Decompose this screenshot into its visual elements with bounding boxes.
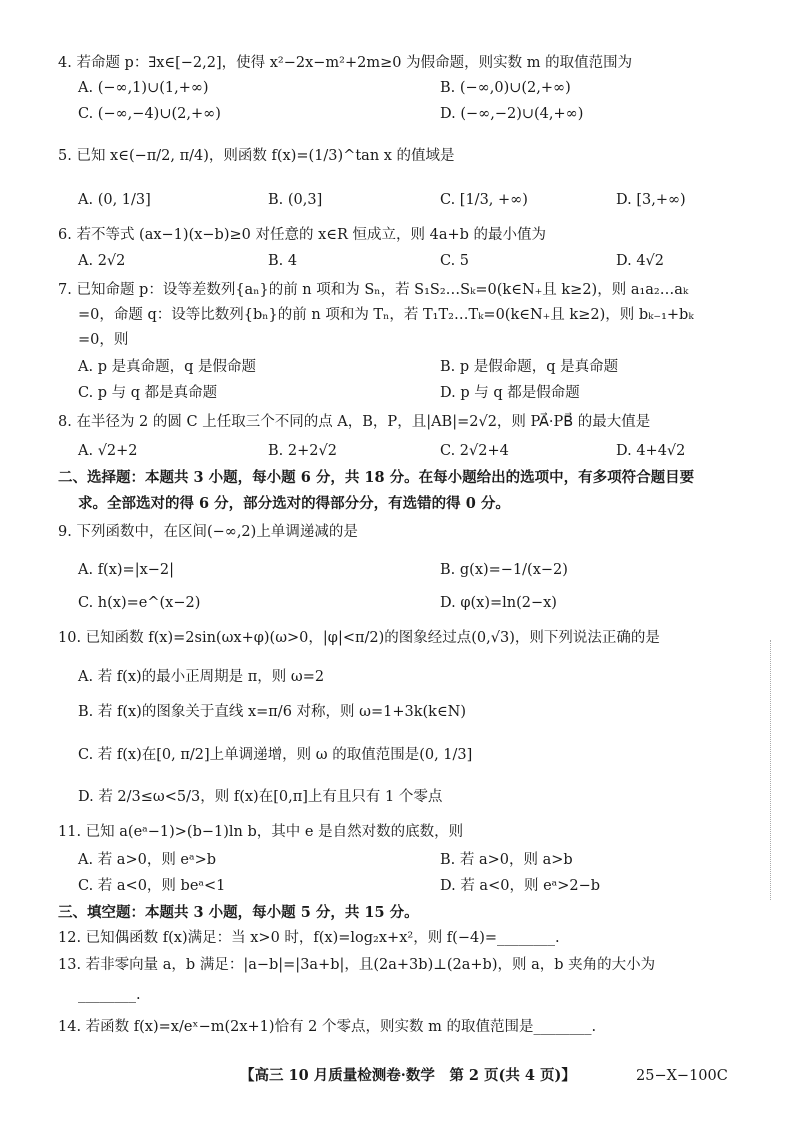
question-8-option-c: C. 2√2+4	[440, 443, 509, 459]
question-10-option-a: A. 若 f(x)的最小正周期是 π，则 ω=2	[78, 669, 325, 685]
question-10-option-b: B. 若 f(x)的图象关于直线 x=π/6 对称，则 ω=1+3k(k∈N)	[78, 704, 467, 720]
question-8-stem: 8. 在半径为 2 的圆 C 上任取三个不同的点 A，B，P，且|AB|=2√2，则 PA⃗·PB⃗ 的最大值是	[58, 414, 651, 430]
question-11-option-c: C. 若 a<0，则 beᵃ<1	[78, 878, 226, 894]
footer-code: 25−X−100C	[636, 1068, 728, 1084]
question-7-option-b: B. p 是假命题，q 是真命题	[440, 359, 619, 375]
question-6-option-c: C. 5	[440, 253, 470, 269]
question-7-option-c: C. p 与 q 都是真命题	[78, 385, 218, 401]
question-10-option-d: D. 若 2/3≤ω<5/3，则 f(x)在[0,π]上有且只有 1 个零点	[78, 789, 443, 805]
question-4-option-a: A. (−∞,1)∪(1,+∞)	[78, 80, 209, 96]
question-9-option-c: C. h(x)=e^(x−2)	[78, 595, 201, 611]
question-5-stem: 5. 已知 x∈(−π/2, π/4)，则函数 f(x)=(1/3)^tan x 的值域是	[58, 148, 455, 164]
question-7-stem-line-1: 7. 已知命题 p：设等差数列{aₙ}的前 n 项和为 Sₙ，若 S₁S₂…Sₖ=0(k∈N₊且 k≥2)，则 a₁a₂…aₖ	[58, 282, 689, 298]
question-9-stem: 9. 下列函数中，在区间(−∞,2)上单调递减的是	[58, 524, 358, 540]
question-11-option-d: D. 若 a<0，则 eᵃ>2−b	[440, 878, 601, 894]
question-4-option-c: C. (−∞,−4)∪(2,+∞)	[78, 106, 221, 122]
question-5-option-b: B. (0,3]	[268, 192, 323, 208]
question-11-stem: 11. 已知 a(eᵃ−1)>(b−1)ln b，其中 e 是自然对数的底数，则	[58, 824, 464, 840]
question-14: 14. 若函数 f(x)=x/eˣ−m(2x+1)恰有 2 个零点，则实数 m 的取值范围是________.	[58, 1019, 597, 1035]
question-7-stem-line-3: =0，则	[78, 332, 129, 348]
question-7-option-a: A. p 是真命题，q 是假命题	[78, 359, 256, 375]
question-10-stem: 10. 已知函数 f(x)=2sin(ωx+φ)(ω>0，|φ|<π/2)的图象经过点(0,√3)，则下列说法正确的是	[58, 630, 660, 646]
question-6-option-a: A. 2√2	[78, 253, 126, 269]
question-4-option-b: B. (−∞,0)∪(2,+∞)	[440, 80, 571, 96]
question-4-stem: 4. 若命题 p：∃x∈[−2,2]，使得 x²−2x−m²+2m≥0 为假命题，则实数 m 的取值范围为	[58, 55, 633, 71]
question-12: 12. 已知偶函数 f(x)满足：当 x>0 时，f(x)=log₂x+x²，则 f(−4)=________.	[58, 930, 560, 946]
question-5-option-a: A. (0, 1/3]	[78, 192, 151, 208]
section-3-heading: 三、填空题：本题共 3 小题，每小题 5 分，共 15 分。	[58, 904, 419, 921]
section-2-heading-line-2: 求。全部选对的得 6 分，部分选对的得部分分，有选错的得 0 分。	[78, 495, 510, 512]
question-8-option-a: A. √2+2	[78, 443, 138, 459]
question-7-option-d: D. p 与 q 都是假命题	[440, 385, 580, 401]
footer-title: 【高三 10 月质量检测卷·数学 第 2 页(共 4 页)】	[240, 1067, 576, 1084]
question-6-option-d: D. 4√2	[616, 253, 665, 269]
question-10-option-c: C. 若 f(x)在[0, π/2]上单调递增，则 ω 的取值范围是(0, 1/3]	[78, 747, 473, 763]
question-9-option-b: B. g(x)=−1/(x−2)	[440, 562, 568, 578]
question-8-option-d: D. 4+4√2	[616, 443, 686, 459]
question-6-stem: 6. 若不等式 (ax−1)(x−b)≥0 对任意的 x∈R 恒成立，则 4a+b 的最小值为	[58, 227, 547, 243]
section-2-heading-line-1: 二、选择题：本题共 3 小题，每小题 6 分，共 18 分。在每小题给出的选项中，有多项符合题目要	[58, 469, 695, 486]
question-5-option-d: D. [3,+∞)	[616, 192, 686, 208]
question-9-option-a: A. f(x)=|x−2|	[78, 562, 175, 578]
question-6-option-b: B. 4	[268, 253, 298, 269]
question-11-option-a: A. 若 a>0，则 eᵃ>b	[78, 852, 217, 868]
binding-edge-marks	[770, 640, 779, 900]
question-11-option-b: B. 若 a>0，则 a>b	[440, 852, 573, 868]
question-5-option-c: C. [1/3, +∞)	[440, 192, 528, 208]
question-9-option-d: D. φ(x)=ln(2−x)	[440, 595, 557, 611]
question-7-stem-line-2: =0，命题 q：设等比数列{bₙ}的前 n 项和为 Tₙ，若 T₁T₂…Tₖ=0(k∈N₊且 k≥2)，则 bₖ₋₁+bₖ	[78, 307, 694, 323]
question-13-line-1: 13. 若非零向量 a，b 满足：|a−b|=|3a+b|，且(2a+3b)⊥(2a+b)，则 a，b 夹角的大小为	[58, 957, 656, 973]
question-13-line-2: ________.	[78, 987, 141, 1003]
question-4-option-d: D. (−∞,−2)∪(4,+∞)	[440, 106, 584, 122]
question-8-option-b: B. 2+2√2	[268, 443, 337, 459]
